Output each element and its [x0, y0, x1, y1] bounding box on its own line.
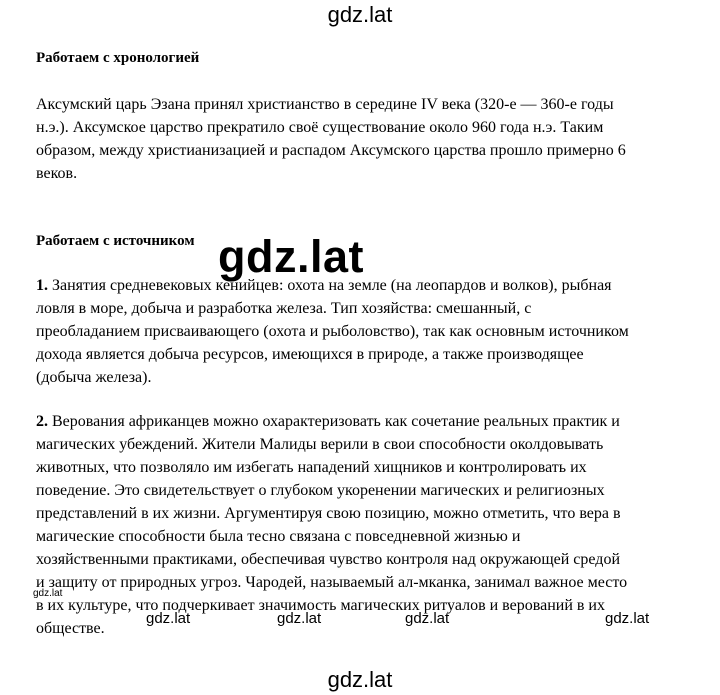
watermark-row-2: gdz.lat	[277, 610, 322, 627]
text-line-content: Занятия средневековых кенийцев: охота на земле (на леопардов и волков), рыбная	[52, 277, 612, 294]
watermark-small: gdz.lat	[33, 588, 63, 599]
watermark-row-4: gdz.lat	[605, 610, 650, 627]
text-line: магические способности была тесно связана с повседневной жизнью и	[36, 528, 521, 545]
text-line: образом, между христианизацией и распадом Аксумского царства прошло примерно 6	[36, 142, 626, 159]
paragraph-chronology	[36, 93, 686, 185]
text-line: ловля в море, добыча и разработка железа. Тип хозяйства: смешанный, с	[36, 300, 532, 317]
paragraph-item-1	[36, 274, 686, 389]
text-line: животных, что позволяло им избегать нападений хищников и контролировать их	[36, 459, 587, 476]
text-line: в их культуре, что подчеркивает значимость магических ритуалов и верований в их	[36, 597, 605, 614]
item-number: 2.	[36, 413, 48, 430]
text-line	[36, 410, 686, 433]
heading-chronology: Работаем с хронологией	[36, 50, 200, 66]
text-line: обществе.	[36, 620, 105, 637]
text-line-content: Верования африканцев можно охарактеризовать как сочетание реальных практик и	[52, 413, 620, 430]
text-line: представлений в их жизни. Аргументируя свою позицию, можно отметить, что вера в	[36, 505, 621, 522]
text-line: хозяйственными практиками, обеспечивая чувство контроля над окружающей средой	[36, 551, 620, 568]
heading-sources: Работаем с источником	[36, 233, 195, 249]
watermark-row-3: gdz.lat	[405, 610, 450, 627]
paragraph-item-2	[36, 410, 686, 640]
text-line: веков.	[36, 165, 78, 182]
text-line: дохода является добыча ресурсов, имеющихся в природе, а также производящее	[36, 346, 584, 363]
text-line: магических убеждений. Жители Малиды верили в свои способности околдовывать	[36, 436, 604, 453]
watermark-middle: gdz.lat	[218, 231, 364, 282]
watermark-row-1: gdz.lat	[146, 610, 191, 627]
text-line: н.э.). Аксумское царство прекратило своё существование около 960 года н.э. Таким	[36, 119, 604, 136]
text-line: преобладанием присваивающего (охота и рыболовство), так как основным источником	[36, 323, 629, 340]
item-number: 1.	[36, 277, 48, 294]
text-line: и защиту от природных угроз. Чародей, называемый ал-мканка, занимал важное место	[36, 574, 628, 591]
text-line: поведение. Это свидетельствует о глубоком укоренении магических и религиозных	[36, 482, 605, 499]
watermark-top: gdz.lat	[327, 2, 393, 27]
watermark-bottom: gdz.lat	[327, 667, 393, 692]
text-line: (добыча железа).	[36, 369, 152, 386]
text-line: Аксумский царь Эзана принял христианство в середине IV века (320-е — 360-е годы	[36, 96, 614, 113]
